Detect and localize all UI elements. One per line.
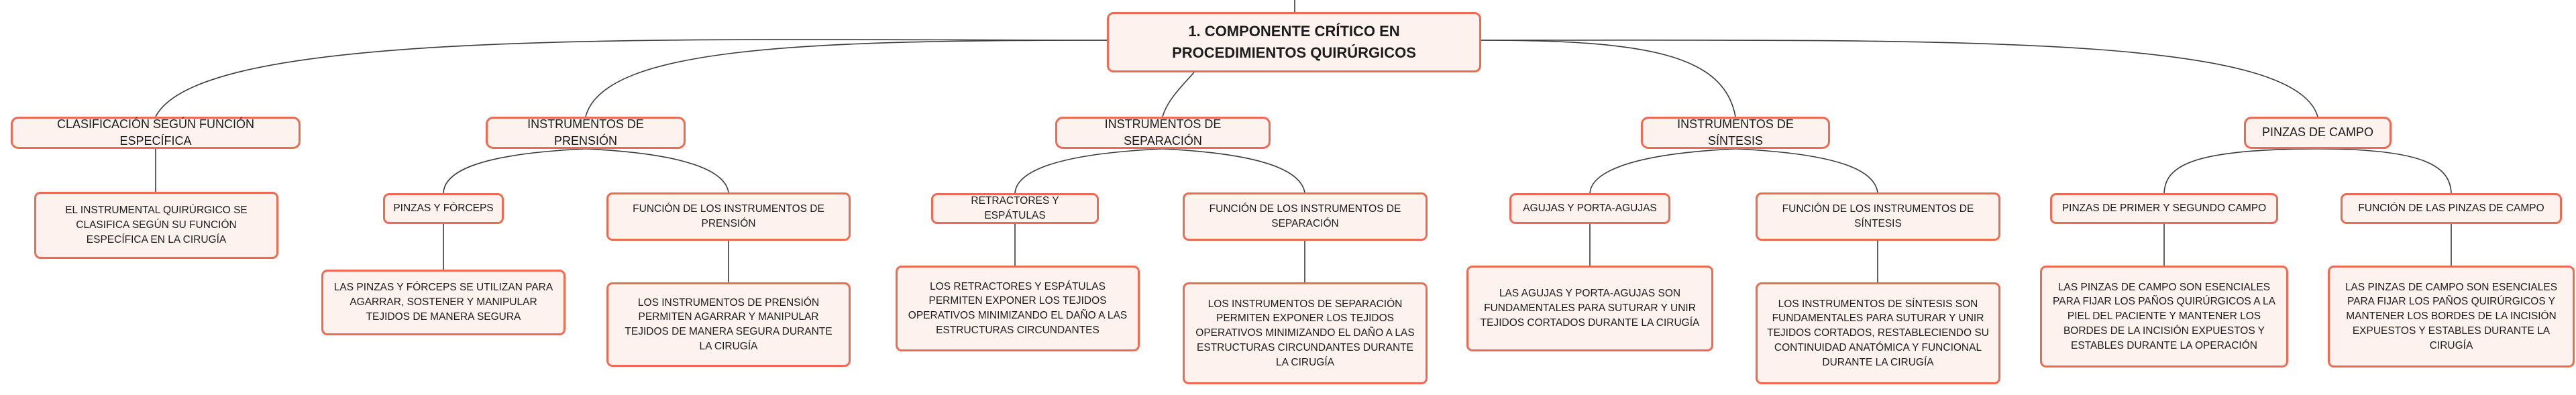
connector-separacion-to-retract xyxy=(1015,149,1163,193)
subtopic-agujas[interactable] xyxy=(1509,193,1670,224)
subtopic-label: PINZAS DE PRIMER Y SEGUNDO CAMPO xyxy=(2061,203,2267,215)
branch-label: INSTRUMENTOS DE PRENSIÓN xyxy=(527,117,644,148)
connector-prension-to-pinzas xyxy=(443,149,586,193)
connector-sintesis-to-agujas xyxy=(1590,149,1735,193)
subtopic-funcion-pinzas-campo[interactable] xyxy=(2341,193,2562,224)
detail-text: LOS INSTRUMENTOS DE SEPARACIÓN PERMITEN EXPONER LOS TEJIDOS OPERATIVOS MINIMIZANDO EL DAÑO A LAS ESTRUCTURAS CIRCUNDANTES DURANTE LA CIRUGÍA xyxy=(1195,298,1415,368)
branch-clasificacion[interactable] xyxy=(11,117,301,149)
subtopic-retractores[interactable] xyxy=(931,193,1099,224)
detail-funcion-sintesis[interactable] xyxy=(1756,282,2000,384)
detail-funcion-prension[interactable] xyxy=(606,282,851,367)
connector-campo-to-funcion xyxy=(2318,149,2451,193)
connector-root-to-separacion xyxy=(1163,72,1194,117)
detail-text: LAS PINZAS DE CAMPO SON ESENCIALES PARA FIJAR LOS PAÑOS QUIRÚRGICOS Y MANTENER LOS BORDES DE LA INCISIÓN EXPUESTOS Y ESTABLES DURANTE LA CIRUGÍA xyxy=(2345,281,2558,351)
branch-label: INSTRUMENTOS DE SÍNTESIS xyxy=(1677,117,1794,148)
branch-label: CLASIFICACIÓN SEGÚN FUNCIÓN ESPECÍFICA xyxy=(56,117,255,148)
subtopic-label: FUNCIÓN DE LAS PINZAS DE CAMPO xyxy=(2358,203,2544,215)
subtopic-primer-segundo-campo[interactable] xyxy=(2050,193,2278,224)
subtopic-label: AGUJAS Y PORTA-AGUJAS xyxy=(1523,203,1657,215)
branch-label: INSTRUMENTOS DE SEPARACIÓN xyxy=(1104,117,1222,148)
subtopic-label: FUNCIÓN DE LOS INSTRUMENTOS DE SÍNTESIS xyxy=(1782,203,1974,229)
branch-prension[interactable] xyxy=(486,117,686,149)
connector-campo-to-primer xyxy=(2164,149,2318,193)
connector-sintesis-to-funcion xyxy=(1735,149,1878,192)
connector-prension-to-funcion xyxy=(586,149,729,192)
subtopic-label: RETRACTORES Y ESPÁTULAS xyxy=(971,195,1059,221)
detail-text: EL INSTRUMENTAL QUIRÚRGICO SE CLASIFICA SEGÚN SU FUNCIÓN ESPECÍFICA EN LA CIRUGÍA xyxy=(65,205,248,245)
detail-funcion-pinzas-campo[interactable] xyxy=(2328,266,2575,368)
branch-sintesis[interactable] xyxy=(1641,117,1830,149)
subtopic-funcion-prension[interactable] xyxy=(606,192,851,241)
connector-root-to-clasificacion xyxy=(156,40,1107,117)
subtopic-pinzas-forceps[interactable] xyxy=(383,193,504,224)
detail-text: LAS AGUJAS Y PORTA-AGUJAS SON FUNDAMENTALES PARA SUTURAR Y UNIR TEJIDOS CORTADOS DURANTE LA CIRUGÍA xyxy=(1480,288,1700,329)
connector-separacion-to-funcion xyxy=(1163,149,1305,192)
clasificacion-detail[interactable] xyxy=(34,192,278,259)
subtopic-label: PINZAS Y FÓRCEPS xyxy=(393,203,494,215)
detail-retractores[interactable] xyxy=(896,266,1140,351)
connector-root-to-prension xyxy=(586,40,1107,117)
subtopic-funcion-separacion[interactable] xyxy=(1183,192,1428,241)
detail-text: LAS PINZAS Y FÓRCEPS SE UTILIZAN PARA AGARRAR, SOSTENER Y MANIPULAR TEJIDOS DE MANERA SEGURA xyxy=(333,282,553,323)
branch-label: PINZAS DE CAMPO xyxy=(2261,125,2374,139)
detail-agujas[interactable] xyxy=(1466,266,1713,351)
root-topic-label: 1. COMPONENTE CRÍTICO EN PROCEDIMIENTOS QUIRÚRGICOS xyxy=(1172,23,1416,61)
connector-root-to-pinzas-campo xyxy=(1481,40,2318,117)
detail-primer-segundo-campo[interactable] xyxy=(2040,266,2288,368)
detail-funcion-separacion[interactable] xyxy=(1183,282,1428,384)
branch-separacion[interactable] xyxy=(1055,117,1271,149)
detail-pinzas-forceps[interactable] xyxy=(321,270,566,335)
detail-text: LOS INSTRUMENTOS DE PRENSIÓN PERMITEN AGARRAR Y MANIPULAR TEJIDOS DE MANERA SEGURA DURANTE LA CIRUGÍA xyxy=(625,296,833,352)
subtopic-label: FUNCIÓN DE LOS INSTRUMENTOS DE SEPARACIÓN xyxy=(1209,203,1401,229)
detail-text: LOS RETRACTORES Y ESPÁTULAS PERMITEN EXPONER LOS TEJIDOS OPERATIVOS MINIMIZANDO EL DAÑO A LAS ESTRUCTURAS CIRCUNDANTES xyxy=(908,280,1128,336)
root-topic[interactable] xyxy=(1107,12,1481,72)
connector-root-to-sintesis xyxy=(1481,40,1735,117)
subtopic-funcion-sintesis[interactable] xyxy=(1756,192,2000,241)
detail-text: LAS PINZAS DE CAMPO SON ESENCIALES PARA FIJAR LOS PAÑOS QUIRÚRGICOS A LA PIEL DEL PACIENTE Y MANTENER LOS BORDES DE LA INCISIÓN EXPUESTOS Y ESTABLES DURANTE LA OPERACIÓN xyxy=(2053,281,2275,351)
detail-text: LOS INSTRUMENTOS DE SÍNTESIS SON FUNDAMENTALES PARA SUTURAR Y UNIR TEJIDOS CORTADOS, RESTABLECIENDO SU CONTINUIDAD ANATÓMICA Y FUNCIONAL DURANTE LA CIRUGÍA xyxy=(1767,298,1989,368)
branch-pinzas-campo[interactable] xyxy=(2244,117,2392,149)
subtopic-label: FUNCIÓN DE LOS INSTRUMENTOS DE PRENSIÓN xyxy=(633,203,824,229)
